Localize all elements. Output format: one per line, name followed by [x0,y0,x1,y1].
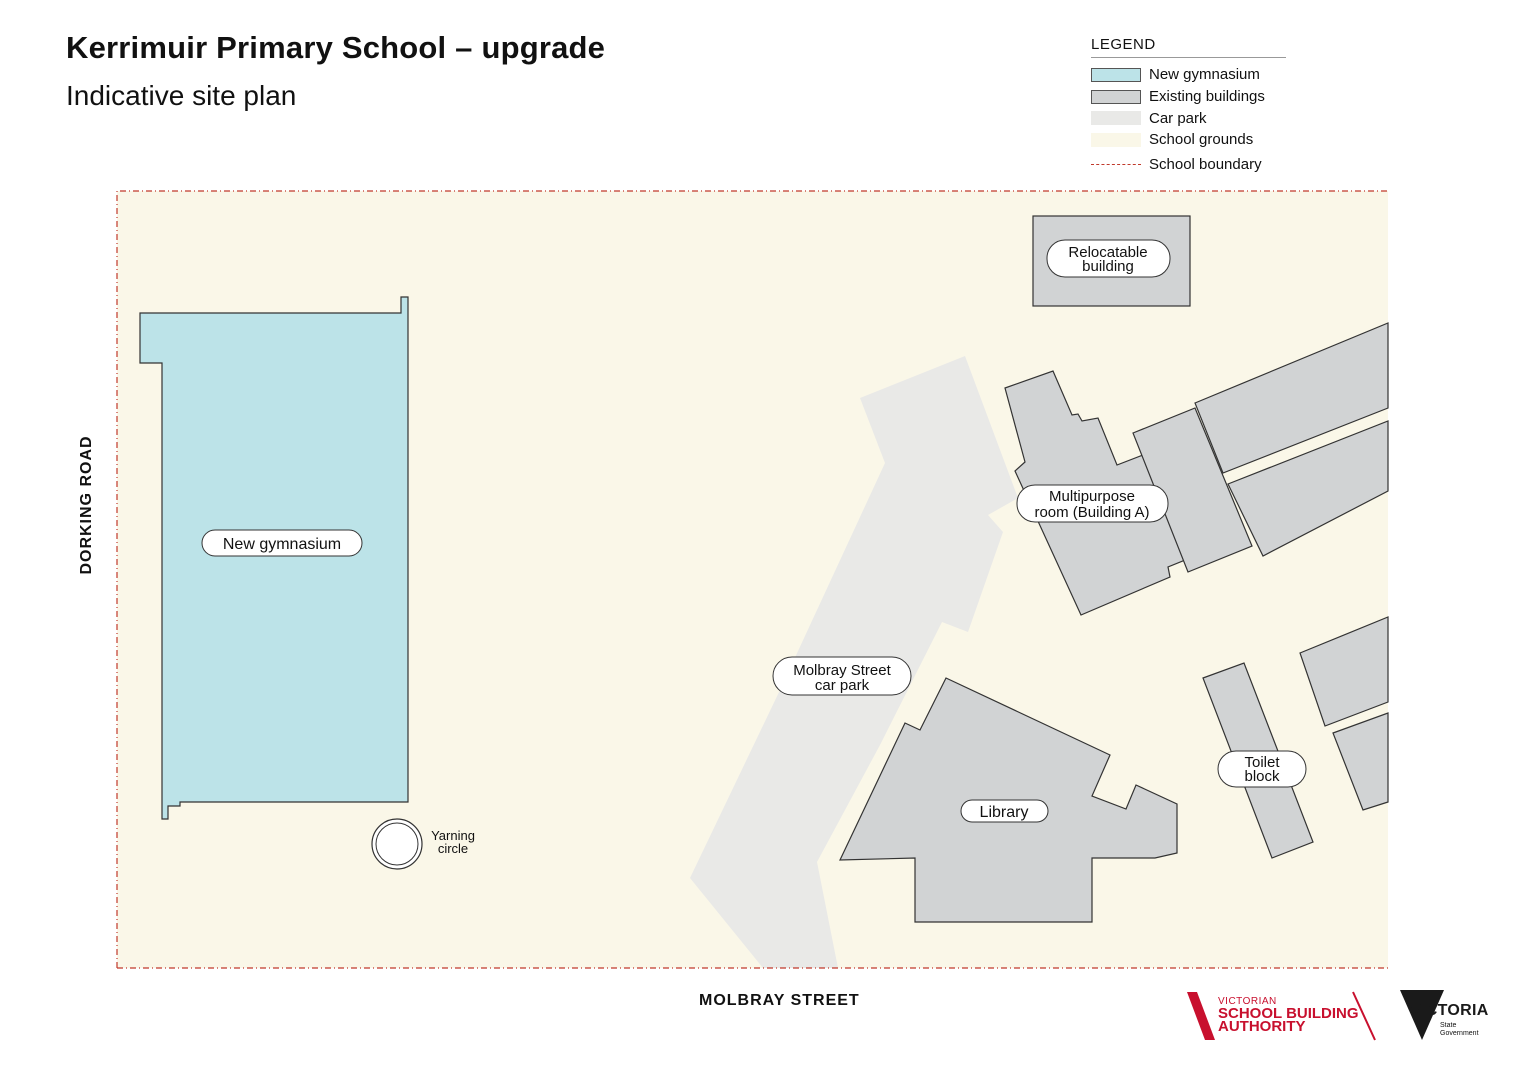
library-label-text: Library [979,804,1029,821]
sba-logo-small: VICTORIAN [1218,996,1277,1007]
yarning-label-line1: Yarning [431,828,475,843]
gym-label-text: New gymnasium [222,536,342,553]
victoria-logo-government: Government [1440,1030,1479,1037]
carpark-label-line2: car park [814,677,870,694]
sba-logo-line2: AUTHORITY [1218,1018,1306,1035]
toilet-label-line2: block [1244,768,1280,785]
sba-logo [1185,990,1380,1042]
toilet-label-line1: Toilet [1244,754,1280,771]
carpark-label-line1: Molbray Street [793,662,891,679]
label-relocatable [1047,240,1170,277]
new-gymnasium [140,297,408,819]
page-subtitle: Indicative site plan [66,80,297,111]
legend-heading: LEGEND [1091,36,1286,58]
yarning-label-line2: circle [437,841,469,856]
victoria-logo-state: State [1440,1022,1457,1029]
legend-label: New gymnasium [1149,66,1260,84]
victoria-logo-word: VICTORIA [1410,1002,1489,1019]
label-toilet-block [1218,751,1306,787]
legend-label: Existing buildings [1149,88,1265,106]
legend-label: Car park [1149,109,1207,127]
legend-label: School boundary [1149,156,1262,174]
sba-logo-line1: SCHOOL BUILDING [1218,1005,1359,1022]
label-new-gymnasium [202,530,362,556]
page-title: Kerrimuir Primary School – upgrade [66,30,606,65]
victoria-logo [1400,990,1500,1042]
label-car-park [773,657,911,695]
label-library [961,800,1048,822]
victoria-logo-small [1440,1022,1479,1038]
relocatable-label-line2: building [1082,258,1134,275]
multipurpose-label-line2: room (Building A) [1034,504,1150,521]
relocatable-label-line1: Relocatable [1068,244,1148,261]
yarning-circle [372,819,422,869]
road-label-dorking: DORKING ROAD [78,435,95,575]
multipurpose-label-line1: Multipurpose [1049,488,1135,505]
road-label-molbray: MOLBRAY STREET [699,992,860,1009]
label-multipurpose [1017,485,1168,522]
legend-label: School grounds [1149,131,1254,149]
